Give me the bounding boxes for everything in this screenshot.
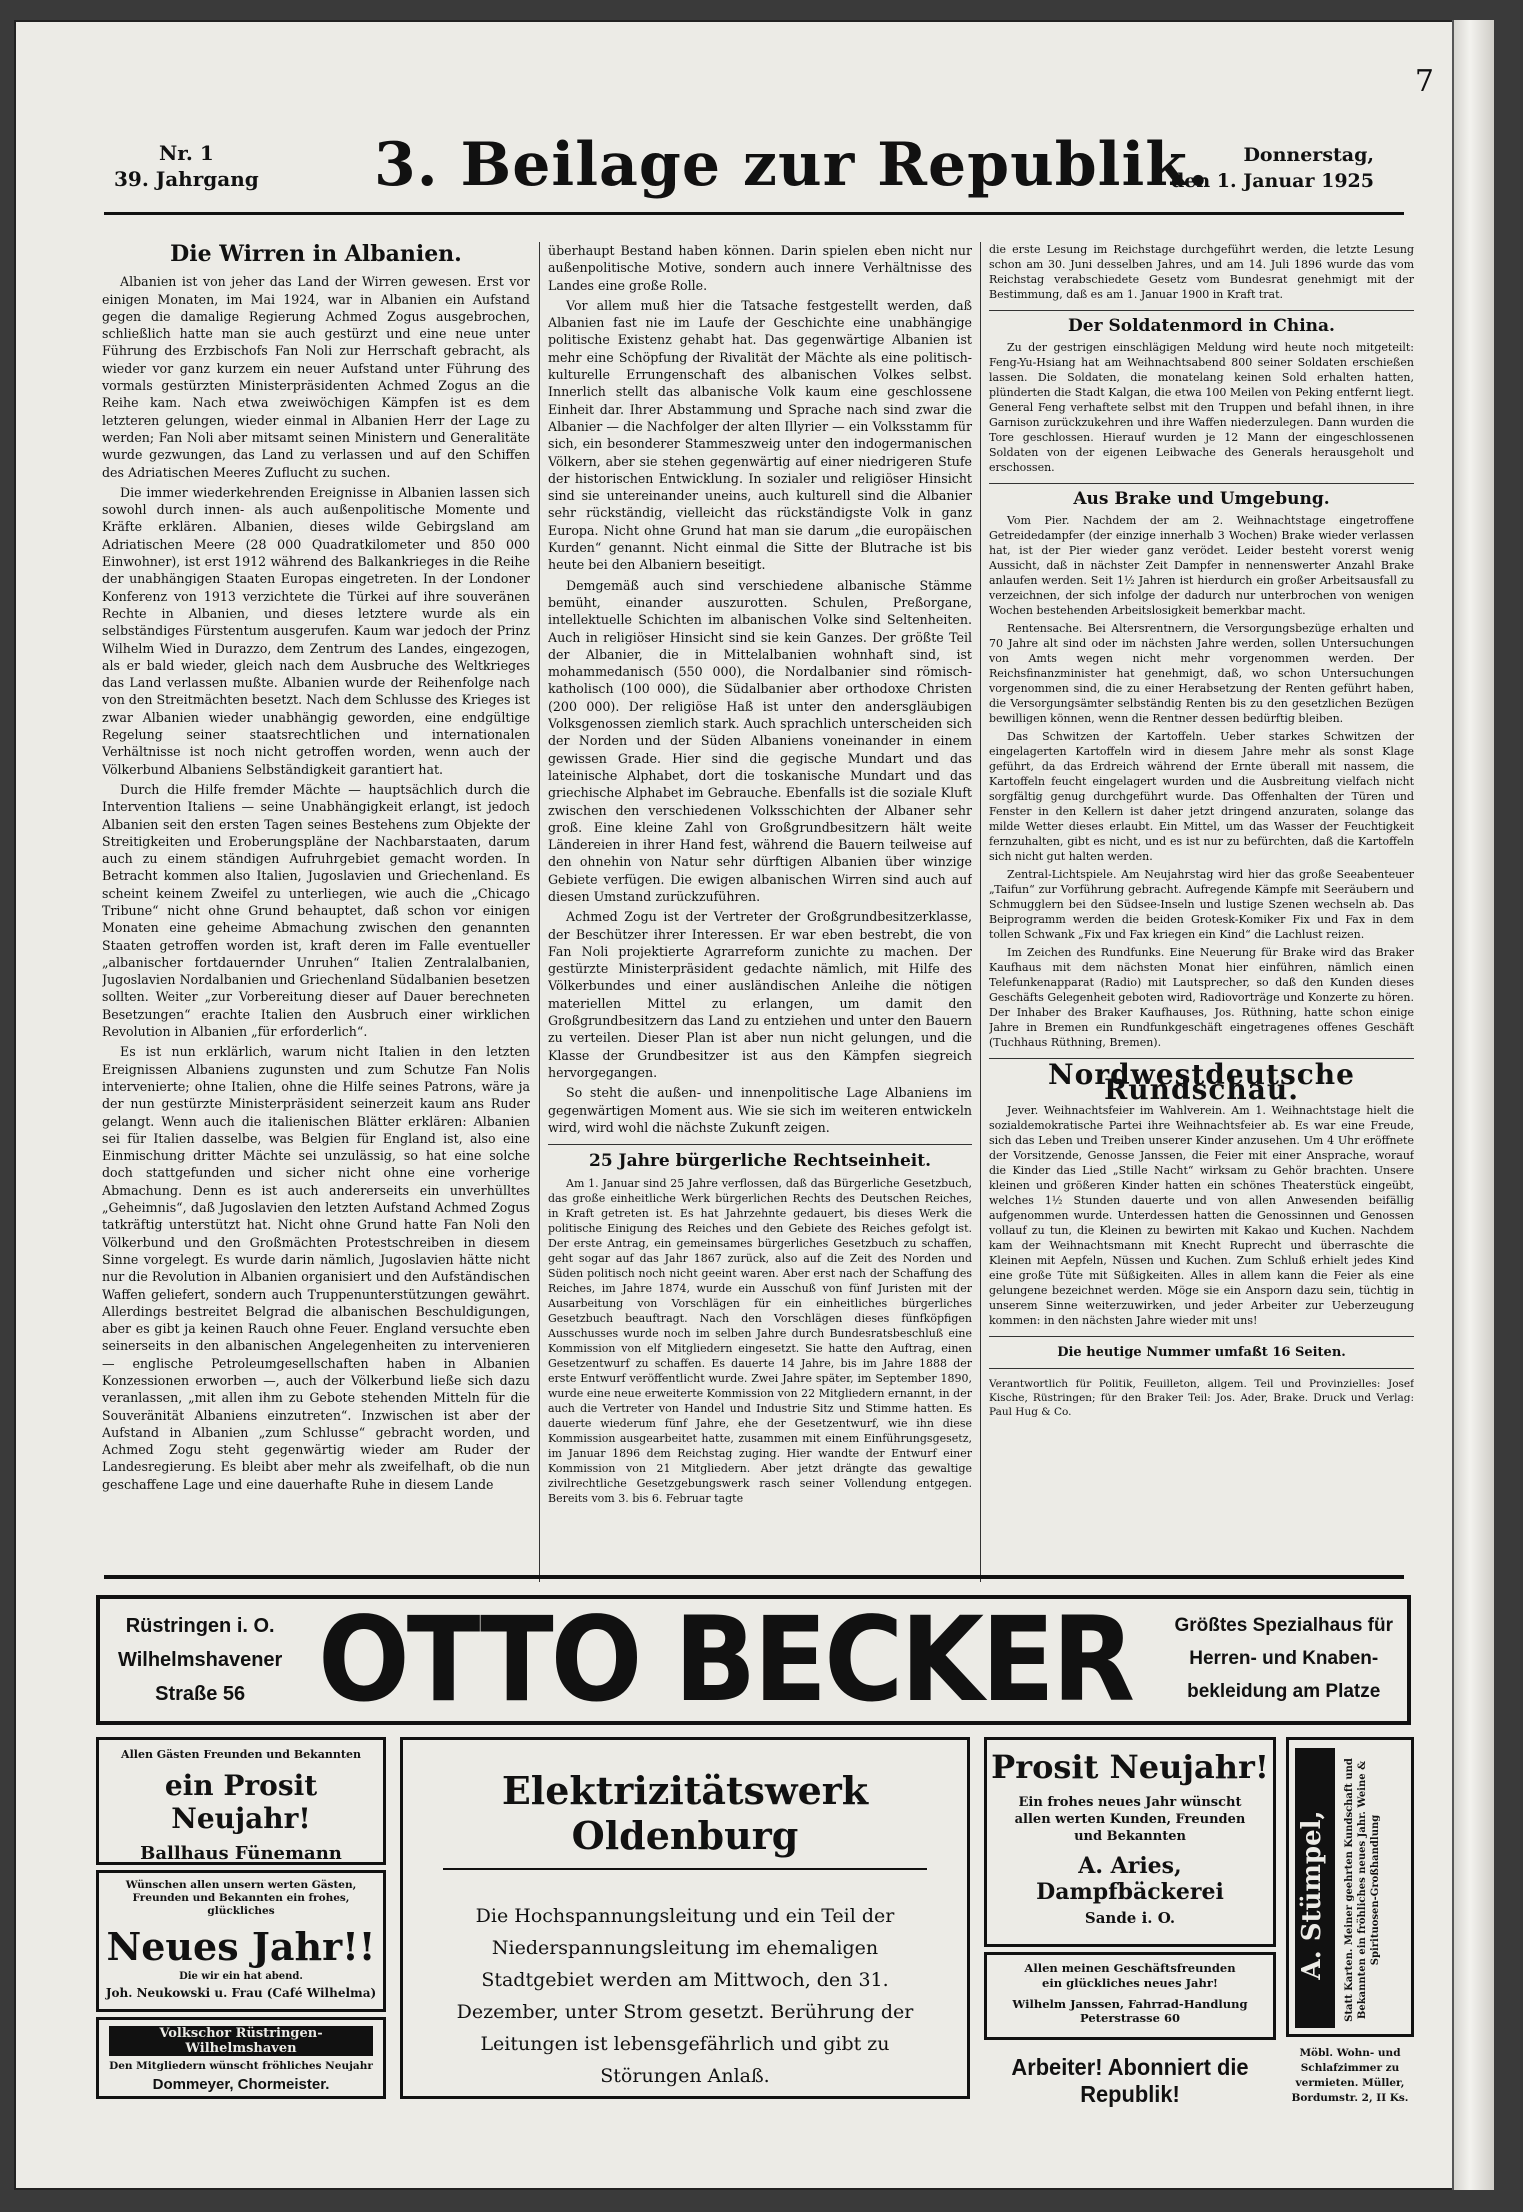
ad-line: A. Aries, Dampfbäckerei <box>1036 1853 1224 1905</box>
ad-janssen <box>984 1952 1276 2040</box>
page-title: 3. Beilage zur Republik. <box>374 130 1210 200</box>
ad-moebel: Möbl. Wohn- und Schlafzimmer zu vermieten. Müller, Bordumstr. 2, II Ks. <box>1291 2047 1409 2104</box>
issue-info <box>114 140 259 192</box>
imprint: Verantwortlich für Politik, Feuilleton, allgem. Teil und Provinzielles: Josef Kische, Rüstringen; für den Braker Teil: Jos. Ader, Brake. Druck und Verlag: Paul Hug & Co. <box>989 1378 1414 1418</box>
ad-otto-becker <box>96 1592 1411 1728</box>
ad-line: Volkschor Rüstringen-Wilhelmshaven <box>109 2026 373 2056</box>
ad-line: Prosit Neujahr! <box>991 1748 1269 1786</box>
paragraph: Vom Pier. Nachdem der am 2. Weihnachtstage eingetroffene Getreidedampfer (der einzige innerhalb 3 Wochen) Brake wieder verlassen hat, ist der Pier wieder ganz verödet. Leider besteht vorerst wenig Aussicht, daß in nächster Zeit Dampfer in nennenswerter Anzahl Brake anlaufen werden. Seit 1½ Jahren ist hierdurch ein großer Arbeitsausfall zu verzeichnen, der sich infolge der dadurch nur unterbrochen von wenigen Wochen bestehenden Arbeitslosigkeit bemerkbar macht. <box>989 514 1414 617</box>
ad-line: Arbeiter! Abonniert die Republik! <box>1011 2054 1249 2107</box>
newspaper-page <box>14 20 1494 2190</box>
paragraph: Es ist nun erklärlich, warum nicht Italien in den letzten Ereignissen Albaniens zugunsten und zum Schutze Fan Nolis intervenierte; ohne Italien, ohne die Hilfe seines Patrons, wäre ja der nun gestürzte Ministerpräsident seinerzeit kaum ans Ruder gelangt. Wenn auch die italienischen Blätter erklären: Albanien sei für Italien dasselbe, was Belgien für England ist, also eine Einmischung dritter Mächte sei unzulässig, so hat eine solche doch stattgefunden und sicher nicht ohne eine vorherige Abmachung. Denn es ist auch andererseits ein unverhülltes „Geheimnis“, daß Jugoslavien den letzten Aufstand Achmed Zogus tatkräftig unterstützt hat. Nicht ohne Grund hatte Fan Noli den Völkerbund und den Großmächten Protestschreiben in diesem Sinne vorgelegt. Es wurde darin nämlich, Jugoslavien hätte nicht nur die Revolution in Albanien organisiert und den Aufständischen Waffen geliefert, sondern auch Truppenunterstützungen gewährt. Allerdings bestreitet Belgrad die albanischen Beschuldigungen, aber es gibt ja keinen Rauch ohne Feuer. England versuchte eben seinerseits in den albanischen Angelegenheiten zu intervenieren — englische Petroleumgesellschaften haben in Albanien Konzessionen erworben —, auch der Völkerbund ließe sich dazu veranlassen, „mit allen ihm zu Gebote stehenden Mitteln für die Souveränität Albaniens einzutreten“. Inzwischen ist aber der Aufstand in Albanien „zum Schlusse“ gebracht worden, und Achmed Zogu steht gegenwärtig wieder am Ruder der Landesregierung. Es bleibt aber mehr als zweifelhaft, ob die nun geschaffene Lage und eine dauerhafte Ruhe in diesem Lande <box>102 1044 530 1492</box>
ad-line: Allen Gästen Freunden und Bekannten <box>121 1748 361 1761</box>
headline-rechtseinheit: 25 Jahre bürgerliche Rechtseinheit. <box>588 1151 932 1172</box>
headline-rundschau: Nordwestdeutsche Rundschau. <box>1048 1058 1355 1106</box>
divider <box>989 1368 1414 1369</box>
headline-brake: Aus Brake und Umgebung. <box>1073 489 1330 509</box>
ad-line: ein Prosit Neujahr! <box>164 1769 318 1835</box>
paragraph: überhaupt Bestand haben können. Darin spielen eben nicht nur außenpolitische Motive, sondern auch innere Verhältnisse des Landes eine große Rolle. <box>548 243 972 293</box>
issue-number: Nr. 1 <box>158 141 214 165</box>
address-line: Straße 56 <box>155 1683 246 1705</box>
paragraph: die erste Lesung im Reichstage durchgeführt werden, die letzte Lesung schon am 30. Juni desselben Jahres, und am 14. Juli 1896 wurde das vom Reichstag verabschiedete Gesetz vom Bundesrat genehmigt mit der Bestimmung, daß es am 1. Januar 1900 in Kraft trat. <box>989 243 1414 301</box>
ad-line: Wilhelm Janssen, Fahrrad-Handlung <box>1012 1997 1248 2011</box>
ad-line: Neues Jahr!! <box>106 1924 376 1969</box>
divider <box>989 310 1414 311</box>
paragraph: Demgemäß auch sind verschiedene albanische Stämme bemüht, einander auszurotten. Schulen, Preßorgane, intellektuelle Schichten im albanischen Volke sind Seltenheiten. Auch in religiöser Hinsicht sind sie kein Ganzes. Der größte Teil der Albanier, die in Mittelalbanien wohnhaft sind, ist mohammedanisch (550 000), die Nordalbanier sind römisch-katholisch (100 000), die Südalbanier aber orthodoxe Christen (200 000). Der religiöse Haß ist unter den andersgläubigen Volksgenossen ziemlich stark. Auch sprachlich unterscheiden sich der Norden und der Süden Albaniens voneinander in einem gewissen Grade. Hier sind die gegische Mundart und das lateinische Alphabet, dort die toskanische Mundart und das griechische Alphabet im Gebrauche. Ebenfalls ist die soziale Kluft zwischen den verschiedenen Volksschichten der Albaner sehr groß. Eine kleine Zahl von Großgrundbesitzern hält weite Ländereien in ihrer Hand fest, während die Bauern teilweise auf den ohnehin von Natur sehr dürftigen Albanien über winzige Gebiete verfügen. Die ewigen albanischen Wirren sind auch auf diesen Umstand zurückzuführen. <box>548 577 972 904</box>
ad-stumpel-text: Statt Karten. Meiner geehrten Kundschaft und Bekannten ein fröhliches neues Jahr. Weine & Spirituosen-Großhandlung <box>1344 1758 1381 2022</box>
issue-notice: Die heutige Nummer umfaßt 16 Seiten. <box>1057 1345 1346 1360</box>
column-3 <box>989 242 1414 1592</box>
paragraph: Zu der gestrigen einschlägigen Meldung wird heute noch mitgeteilt: Feng-Yu-Hsiang hat am Weihnachtsabend 800 seiner Soldaten erschießen lassen. Die Soldaten, die monatelang keinen Sold erhalten hatten, plünderten die Stadt Kalgan, die etwa 100 Meilen von Peking entfernt liegt. General Feng verhaftete selbst mit den Truppen und befahl ihnen, in ihre Garnison zurückzukehren und ihre Waffen niederzulegen. Dann wurden die Tore geschlossen. Hierauf wurden je 12 Mann der eingeschlossenen Soldaten von der eigenen Leibwache des Generals herausgeholt und erschossen. <box>989 341 1414 474</box>
page-number: 7 <box>1414 64 1434 99</box>
column-divider <box>980 242 981 1582</box>
headline-china: Der Soldatenmord in China. <box>1068 316 1335 336</box>
ad-becker-address <box>118 1609 282 1711</box>
ad-wilhelma <box>96 1870 386 2012</box>
column-2 <box>548 242 972 1582</box>
ad-becker-name: OTTO BECKER <box>318 1592 1133 1728</box>
paragraph: Im Zeichen des Rundfunks. Eine Neuerung für Brake wird das Braker Kaufhaus mit dem nächsten Monat hier einführen, nämlich einen Telefunkenapparat (Radio) mit Lautsprecher, so daß den Kunden dieses Geschäfts Gelegenheit geboten wird, Radiovorträge und Konzerte zu hören. Der Inhaber des Braker Kaufhauses, Jos. Rüthning, hatte schon einige Jahre in Bremen ein Rundfunkgeschäft eingetragenes offenes Geschäft (Tuchhaus Rüthning, Bremen). <box>989 946 1414 1049</box>
headline-albanien: Die Wirren in Albanien. <box>170 242 462 267</box>
ad-line: Den Mitgliedern wünscht fröhliches Neujahr <box>109 2060 373 2072</box>
ad-stumpel-name: A. Stümpel, <box>1297 1810 1327 1980</box>
paragraph: Am 1. Januar sind 25 Jahre verflossen, daß das Bürgerliche Gesetzbuch, das große einheitliche Werk bürgerlichen Rechts des Deutschen Reiches, in Kraft getreten ist. Es hat Jahrzehnte gedauert, bis dieses Werk die politische Einigung des Reiches und den Gebiete des Reiches gefolgt ist. Der erste Antrag, ein gemeinsames bürgerliches Gesetzbuch zu schaffen, geht sogar auf das Jahr 1867 zurück, also auf die Zeit des Norden und Süden politisch noch nicht geeint waren. Aber erst nach der Schaffung des Reiches, im Jahre 1874, wurde ein Ausschuß von fünf Juristen mit der Ausarbeitung von Vorschlägen für ein einheitliches bürgerliches Gesetzbuch beauftragt. Nach den Vorschlägen dieses fünfköpfigen Ausschusses wurde noch im selben Jahre durch Bundesratsbeschluß eine Kommission von elf Mitgliedern eingesetzt. Sie hatte den Auftrag, einen Gesetzentwurf zu schaffen. Es dauerte 14 Jahre, bis im Jahre 1888 der erste Entwurf veröffentlicht wurde. Zwei Jahre später, im September 1890, wurde eine neue erweiterte Kommission von 22 Mitgliedern ernannt, in der auch die Vertreter von Handel und Industrie Sitz und Stimme hatten. Es dauerte wiederum fünf Jahre, ehe der Gesetzentwurf, wie ihn diese Kommission ausgearbeitet hatte, zusammen mit einem Einführungsgesetz, im Januar 1896 dem Reichstag zuging. Hier wandte der Entwurf einer Kommission von 21 Mitgliedern. Aber jetzt drängte das gewaltige zivilrechtliche Gesetzgebungswerk rasch seiner Vollendung entgegen. Bereits vom 3. bis 6. Februar tagte <box>548 1177 972 1506</box>
paragraph: Achmed Zogu ist der Vertreter der Großgrundbesitzerklasse, der Beschützer ihrer Interessen. Er war eben bestrebt, die von Fan Noli projektierte Agrarreform zunichte zu machen. Der gestürzte Ministerpräsident gedachte nämlich, mit Hilfe des Völkerbundes und einer ausländischen Anleihe die nötigen materiellen Mittel zu erlangen, um damit den Großgrundbesitzern das Land zu entziehen und unter den Bauern zu verteilen. Dieser Plan ist aber nun nicht gelungen, und die Klasse der Grundbesitzer ist aus den Kämpfen siegreich hervorgegangen. <box>548 909 972 1080</box>
page-edge <box>1452 20 1494 2190</box>
paragraph: Zentral-Lichtspiele. Am Neujahrstag wird hier das große Seeabenteuer „Taifun“ zur Vorführung gebracht. Aufregende Kämpfe mit Seeräubern und Schmugglern bei den Südsee-Inseln und lustige Szenen wechseln ab. Das Beiprogramm werden die beiden Grotesk-Komiker Fix und Fax in dem tollen Schwank „Fix und Fax kriegen ein Kind“ die Lachlust reizen. <box>989 868 1414 941</box>
address-line: Rüstringen i. O. <box>125 1615 275 1637</box>
divider <box>548 1144 972 1145</box>
ad-volkschor <box>96 2017 386 2099</box>
ad-line: Dommeyer, Chormeister. <box>152 2076 330 2093</box>
ad-line: Peterstrasse 60 <box>1080 2011 1180 2025</box>
ad-title: Elektrizitätswerk Oldenburg <box>443 1768 927 1870</box>
section-rule <box>104 1575 1404 1579</box>
paragraph: Vor allem muß hier die Tatsache festgestellt werden, daß Albanien fast nie im Laufe der Geschichte eine unabhängige politische Existenz gehabt hat. Das gegenwärtige Albanien ist mehr eine Schöpfung der Rivalität der Mächte als eine politisch-kulturelle Errungenschaft des albanischen Volkes selbst. Innerlich stellt das albanische Volk kaum eine geschlossene Einheit dar. Ihrer Abstammung und Sprache nach sind zwar die Albanier — die Nachfolger der alten Illyrier — ein Volksstamm für sich, ein besonderer Stammeszweig unter den indogermanischen Völkern, aber sie stehen gegenwärtig auf einer niedrigeren Stufe der historischen Entwicklung. In sozialer und religiöser Hinsicht sind sie untereinander uneins, auch kulturell sind die Albanier sehr rückständig, vielleicht das rückständigste Volk in ganz Europa. Nicht ohne Grund hat man sie darum „die europäischen Kurden“ genannt. Nicht einmal die Sitte der Blutrache ist bis heute bei den Albaniern beseitigt. <box>548 297 972 573</box>
paragraph: Jever. Weihnachtsfeier im Wahlverein. Am 1. Weihnachtstage hielt die sozialdemokratische Partei ihre Weihnachtsfeier ab. Es war eine Freude, sich das Leben und Treiben unserer Kinder anzusehen. Um 4 Uhr eröffnete der Vorsitzende, Genosse Janssen, die Feier mit einer Ansprache, worauf die Kinder das Lied „Stille Nacht“ wirksam zu Gehör brachten. Unsere kleinen und größeren Kinder hatten ein schönes Theaterstück eingeübt, welches 1½ Stunden dauerte und von allen Anwesenden beifällig aufgenommen wurde. Unterdessen hatten die Genossinnen und Genossen vollauf zu tun, die Kleinen zu bewirten mit Kakao und Kuchen. Nachdem kam der Weihnachtsmann mit Knecht Ruprecht und überraschte die Kleinen mit Aepfeln, Nüssen und Kuchen. Zum Schluß erhielt jedes Kind eine große Tüte mit Süßigkeiten. Alles in allem kann die Feier als eine gelungene bezeichnet werden. Möge sie ein Ansporn dazu sein, tüchtig in unserem Sinne weiterzuwirken, und jeder Arbeiter zur Ueberzeugung kommen: in den nächsten Jahre wieder mit uns! <box>989 1104 1414 1327</box>
slogan-line: Größtes Spezialhaus für <box>1174 1615 1393 1636</box>
ad-elektrizitaetswerk <box>400 1737 970 2099</box>
date-info <box>1171 142 1374 194</box>
ad-line: Ein frohes neues Jahr wünscht allen werten Kunden, Freunden und Bekannten <box>1014 1795 1246 1844</box>
column-divider <box>539 242 540 1582</box>
ad-becker-slogan <box>1174 1609 1393 1708</box>
volume: 39. Jahrgang <box>114 167 259 191</box>
date: den 1. Januar 1925 <box>1171 170 1374 192</box>
ad-line: Joh. Neukowski u. Frau (Café Wilhelma) <box>105 1986 377 2000</box>
ad-line: Sande i. O. <box>1084 1909 1176 1927</box>
paragraph: Rentensache. Bei Altersrentnern, die Versorgungsbezüge erhalten und 70 Jahre alt sind oder im nächsten Jahre werden, sollen Untersuchungen von Amts wegen nicht mehr vorgenommen werden. Der Reichsfinanzminister hat genehmigt, daß, wo schon Untersuchungen vorgenommen sind, die zu einer Herabsetzung der Renten geführt haben, die Versorgungsämter selbständig Renten bis zu den gesetzlichen Bezügen bewilligen können, wenn die Rentner dessen bedürftig bleiben. <box>989 622 1414 725</box>
weekday: Donnerstag, <box>1243 144 1374 166</box>
header-rule <box>104 212 1404 215</box>
ad-funemann <box>96 1737 386 1865</box>
ad-line: Allen meinen Geschäftsfreunden ein glückliches neues Jahr! <box>1024 1961 1236 1990</box>
slogan-line: bekleidung am Platze <box>1187 1681 1381 1702</box>
slogan-line: Herren- und Knaben- <box>1189 1648 1379 1669</box>
paragraph: Die immer wiederkehrenden Ereignisse in Albanien lassen sich sowohl durch innen- als auch außenpolitische Momente und Kräfte erklären. Albanien, dieses wilde Gebirgsland am Adriatischen Meere (28 000 Quadratkilometer und 850 000 Einwohner), ist erst 1912 während des Balkankrieges in die Reihe der unabhängigen Staaten Europas eingetreten. In der Londoner Konferenz von 1913 verzichtete die Türkei auf ihre souveränen Rechte in Albanien, und dieses letztere wurde als ein selbständiges Fürstentum ausgerufen. Kaum war jedoch der Prinz Wilhelm Wied in Durazzo, dem Zentrum des Landes, eingezogen, als er bald wieder, gleich nach dem Ausbruche des Weltkrieges das Land verlassen mußte. Albanien wurde der Reihenfolge nach von den Streitmächten besetzt. Nach dem Schlusse des Krieges ist zwar Albanien wieder unabhängig geworden, eine endgültige Regelung seiner staatsrechtlichen und internationalen Verhältnisse ist noch nicht getroffen worden, wenn auch der Völkerbund Albaniens Selbständigkeit garantiert hat. <box>102 484 530 777</box>
ad-line: Wünschen allen unsern werten Gästen, Freunden und Bekannten ein frohes, glückliches <box>125 1879 357 1917</box>
ad-aries <box>984 1737 1276 1947</box>
ad-stumpel <box>1286 1737 1414 2037</box>
divider <box>989 483 1414 484</box>
ad-text: Die Hochspannungsleitung und ein Teil der Niederspannungsleitung im ehemaligen Stadtgebiet werden am Mittwoch, den 31. Dezember, unter Strom gesetzt. Berührung der Leitungen ist lebensgefährlich und gibt zu Störungen Anlaß. <box>456 1905 914 2087</box>
divider <box>989 1336 1414 1337</box>
ad-line: Die wir ein hat abend. <box>179 1971 303 1982</box>
paragraph: Durch die Hilfe fremder Mächte — hauptsächlich durch die Intervention Italiens — seine Unabhängigkeit erlangt, ist jedoch Albanien seit den ersten Tagen seines Bestehens zum Objekte der Streitigkeiten und Eroberungspläne der Nachbarstaaten, darum auch zu einem ständigen Aufruhrgebiet gemacht worden. In Betracht kommen also Italien, Jugoslavien und Griechenland. Es scheint keinem Zweifel zu unterliegen, wie auch die „Chicago Tribune“ nicht ohne Grund behauptet, daß schon vor einigen Monaten eine geheime Abmachung zwischen den genannten Staaten getroffen worden ist, kraft deren im Falle eventueller „albanischer fortdauernder Unruhen“ Italien Zentralalbanien, Jugoslavien Nordalbanien und Griechenland Südalbanien besetzen sollten. Weiter „zur Vorbereitung dieser auf Dauer berechneten Besetzungen“ erachte Italien den Ausbruch einer wirklichen Revolution in Albanien „für erforderlich“. <box>102 781 530 1040</box>
paragraph: Albanien ist von jeher das Land der Wirren gewesen. Erst vor einigen Monaten, im Mai 1924, war in Albanien ein Aufstand gegen die damalige Regierung Achmed Zogus ausgebrochen, schließlich hatte man sie auch gestürzt und eine neue unter Führung des Erzbischofs Fan Noli zur Herrschaft gebracht, als wieder vor ganz kurzem ein neuer Aufstand unter Führung des vormals gestürzten Ministerpräsidenten Achmed Zogus an die Reihe kam. Nach etwa zweiwöchigen Kämpfen ist es dem letzteren gelungen, wieder einmal in Albanien Herr der Lage zu werden; Fan Noli aber mitsamt seinen Ministern und Generalitäte wurde gezwungen, das Land zu verlassen und auf den Schiffen des Adriatischen Meeres Zuflucht zu suchen. <box>102 274 530 480</box>
ad-line: Ballhaus Fünemann <box>140 1843 342 1864</box>
paragraph: Das Schwitzen der Kartoffeln. Ueber starkes Schwitzen der eingelagerten Kartoffeln wird in diesem Jahre mehr als sonst Klage geführt, da das Erdreich während der Ernte überall mit nassem, die Kartoffeln feucht eingelagert wurden und die Ausbreitung vielfach nicht sorgfältig genug durchgeführt wurde. Das Offenhalten der Türen und Fenster in den Kellern ist daher jetzt dringend anzuraten, solange das milde Wetter dieses erlaubt. Ein Mittel, um das Wasser der Feuchtigkeit fernzuhalten, gibt es nicht, und es ist nur zu befürchten, daß die Kartoffeln sich nicht gut halten werden. <box>989 730 1414 863</box>
paragraph: So steht die außen- und innenpolitische Lage Albaniens im gegenwärtigen Moment aus. Wie sie sich im weiteren entwickeln wird, wird wohl die nächste Zukunft zeigen. <box>548 1085 972 1135</box>
column-1 <box>102 242 530 1582</box>
ad-republik <box>984 2046 1276 2107</box>
address-line: Wilhelmshavener <box>118 1649 283 1671</box>
